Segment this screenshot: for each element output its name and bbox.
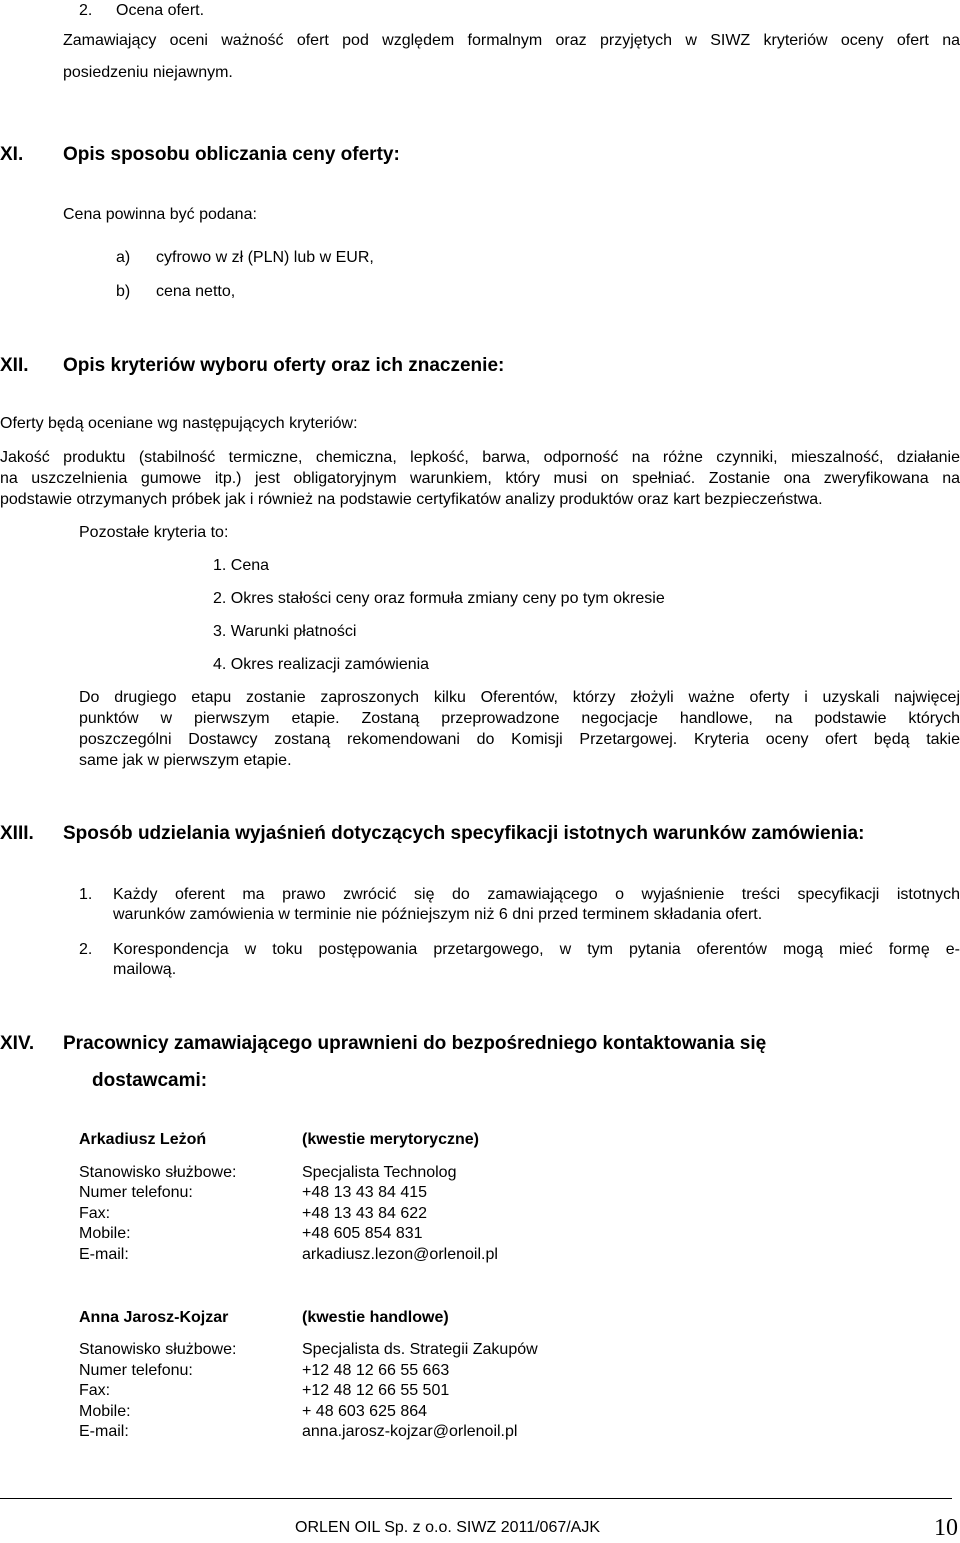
contact-value: Specjalista ds. Strategii Zakupów	[302, 1341, 538, 1358]
section-number: XI.	[0, 144, 24, 165]
list-number: 1.	[79, 886, 93, 903]
section-title: Opis kryteriów wyboru oferty oraz ich znaczenie:	[63, 355, 505, 376]
contact-label: Stanowisko służbowe:	[79, 1341, 237, 1358]
contact-label: Fax:	[79, 1382, 111, 1399]
contact-email: anna.jarosz-kojzar@orlenoil.pl	[302, 1423, 518, 1440]
section-title: Sposób udzielania wyjaśnień dotyczących specyfikacji istotnych warunków zamówienia:	[63, 823, 865, 844]
contact-role: (kwestie handlowe)	[302, 1309, 449, 1326]
section-number: XII.	[0, 355, 29, 376]
contact-label: Numer telefonu:	[79, 1362, 193, 1379]
paragraph-line: Każdy oferent ma prawo zwrócić się do zamawiającego o wyjaśnienie treści specyfikacji istotnych	[113, 886, 960, 903]
section-intro: Oferty będą oceniane wg następujących kryteriów:	[0, 415, 358, 432]
paragraph-line: warunków zamówienia w terminie nie późniejszym niż 6 dni przed terminem składania ofert.	[113, 906, 763, 923]
criteria-item: 4. Okres realizacji zamówienia	[213, 656, 430, 673]
paragraph-line: Korespondencja w toku postępowania przetargowego, w tym pytania oferentów mogą mieć formę e-	[113, 941, 960, 958]
section-intro: Cena powinna być podana:	[63, 206, 257, 223]
criteria-item: 2. Okres stałości ceny oraz formuła zmiany ceny po tym okresie	[213, 590, 665, 607]
contact-label: Numer telefonu:	[79, 1184, 193, 1201]
list-item: cyfrowo w zł (PLN) lub w EUR,	[156, 249, 374, 266]
criteria-intro: Pozostałe kryteria to:	[79, 524, 229, 541]
contact-label: E-mail:	[79, 1246, 129, 1263]
list-marker: b)	[116, 283, 131, 300]
contact-label: Mobile:	[79, 1225, 131, 1242]
contact-name: Arkadiusz Leżoń	[79, 1131, 207, 1148]
contact-value: +12 48 12 66 55 501	[302, 1382, 450, 1399]
contact-label: E-mail:	[79, 1423, 129, 1440]
paragraph-line: same jak w pierwszym etapie.	[79, 752, 292, 769]
contact-label: Stanowisko służbowe:	[79, 1164, 237, 1181]
page-number: 10	[934, 1515, 958, 1541]
contact-email: arkadiusz.lezon@orlenoil.pl	[302, 1246, 498, 1263]
paragraph-line: Jakość produktu (stabilność termiczne, chemiczna, lepkość, barwa, odporność na różne czynniki, mieszalność, działanie	[0, 449, 960, 466]
section-title-cont: dostawcami:	[92, 1070, 208, 1091]
section-title: Pracownicy zamawiającego uprawnieni do bezpośredniego kontaktowania się	[63, 1033, 767, 1054]
list-number: 2.	[79, 941, 93, 958]
contact-label: Mobile:	[79, 1403, 131, 1420]
paragraph-line: punktów w pierwszym etapie. Zostaną przeprowadzone negocjacje handlowe, na podstawie których	[79, 710, 960, 727]
contact-value: Specjalista Technolog	[302, 1164, 457, 1181]
item-number: 2.	[79, 2, 93, 19]
paragraph-line: mailową.	[113, 961, 177, 978]
list-item: cena netto,	[156, 283, 236, 300]
criteria-item: 1. Cena	[213, 557, 270, 574]
section-number: XIII.	[0, 823, 34, 844]
footer-divider	[0, 1498, 952, 1499]
contact-value: +12 48 12 66 55 663	[302, 1362, 450, 1379]
paragraph-line: posiedzeniu niejawnym.	[63, 64, 233, 81]
paragraph-line: Zamawiający oceni ważność ofert pod względem formalnym oraz przyjętych w SIWZ kryteriów oceny ofert na	[63, 32, 960, 49]
criteria-item: 3. Warunki płatności	[213, 623, 357, 640]
paragraph-line: poszczególni Dostawcy zostaną rekomendowani do Komisji Przetargowej. Kryteria oceny ofert będą takie	[79, 731, 960, 748]
contact-value: +48 605 854 831	[302, 1225, 423, 1242]
paragraph-line: podstawie otrzymanych próbek jak i również na podstawie certyfikatów analizy produktów oraz kart bezpieczeństwa.	[0, 491, 823, 508]
section-number: XIV.	[0, 1033, 35, 1054]
contact-role: (kwestie merytoryczne)	[302, 1131, 479, 1148]
section-title: Opis sposobu obliczania ceny oferty:	[63, 144, 400, 165]
footer-text: ORLEN OIL Sp. z o.o. SIWZ 2011/067/AJK	[295, 1519, 601, 1536]
contact-value: +48 13 43 84 415	[302, 1184, 428, 1201]
contact-name: Anna Jarosz-Kojzar	[79, 1309, 229, 1326]
paragraph-line: na uszczelnienia gumowe itp.) jest obligatoryjnym warunkiem, który musi on spełniać. Zostanie ona zweryfikowana na	[0, 470, 960, 487]
contact-value: +48 13 43 84 622	[302, 1205, 428, 1222]
contact-label: Fax:	[79, 1205, 111, 1222]
paragraph-line: Do drugiego etapu zostanie zaproszonych kilku Oferentów, którzy złożyli ważne oferty i uzyskali najwięcej	[79, 689, 960, 706]
item-title: Ocena ofert.	[116, 2, 205, 19]
list-marker: a)	[116, 249, 131, 266]
contact-value: + 48 603 625 864	[302, 1403, 428, 1420]
